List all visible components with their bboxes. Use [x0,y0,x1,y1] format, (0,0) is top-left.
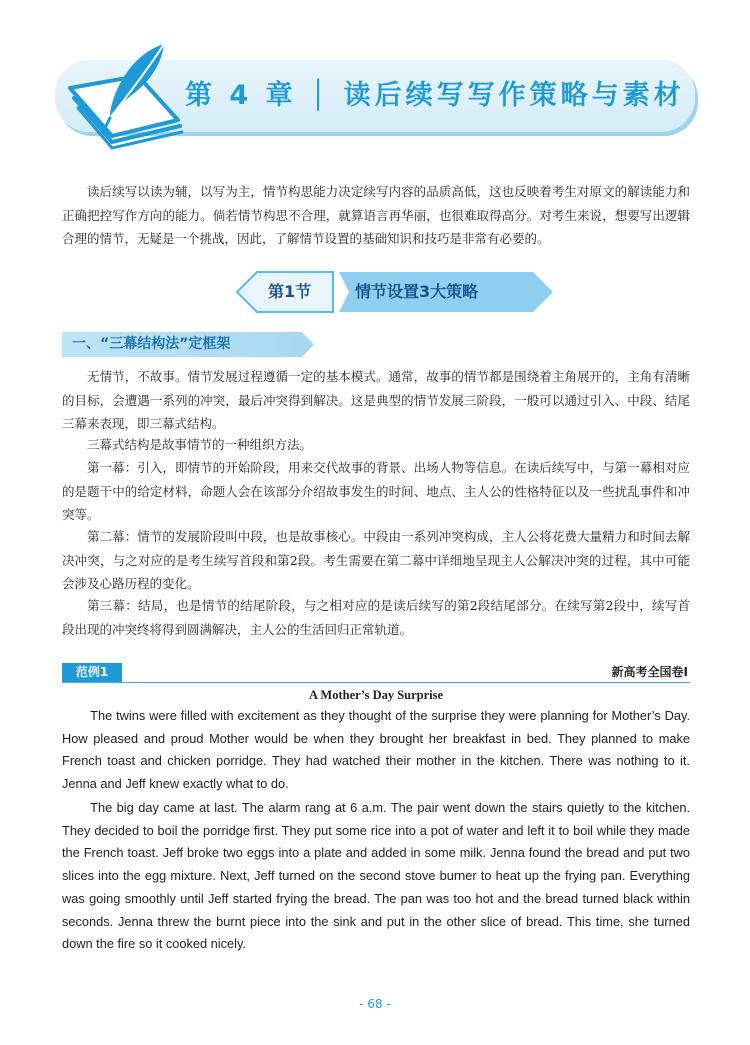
subheading-arrow-icon [294,332,316,357]
essay-paragraph-2: The big day came at last. The alarm rang at 6 a.m. The pair went down the stairs quietly to the kitchen. They decided to boil the porridge first. They put some rice into a pot of water and left it to boil while they made the French toast. Jeff broke two eggs into a plate and added in some milk. Jenna found the bread and put two slices into the egg mixture. Next, Jeff turned on the second stove burner to heat up the frying pan. Everything was going smoothly until Jeff started frying the bread. The pan was too hot and the bread turned black within seconds. Jenna threw the burnt piece into the sink and put in the other slice of bread. This time, she turned down the fire so it cooked nicely. [62,800,690,952]
intro-paragraph: 读后续写以读为辅，以写为主，情节构思能力决定续写内容的品质高低，这也反映着考生对原文的解读能力和正确把控写作方向的能力。倘若情节构思不合理，就算语言再华丽，也很难取得高分。对考生来说，想要写出逻辑合理的情节，无疑是一个挑战，因此，了解情节设置的基础知识和技巧是非常有必要的。 [62,184,690,246]
example-source: 新高考全国卷Ⅰ [611,665,688,679]
page-number: - 68 - [359,997,391,1011]
chapter-title: 第 4 章 │ 读后续写写作策略与素材 [185,80,685,111]
section-title: 情节设置3大策略 [355,282,479,301]
subheading-text: 一、“三幕结构法”定框架 [72,336,231,352]
body-paragraph-1: 无情节，不故事。情节发展过程遵循一定的基本模式。通常，故事的情节都是围绕着主角展开的，主角有清晰的目标，会遭遇一系列的冲突，最后冲突得到解决。这是典型的情节发展三阶段，一般可以通过引入、中段、结尾三幕来表现，即三幕式结构。 [62,369,690,431]
body-paragraph-4: 第二幕：情节的发展阶段叫中段，也是故事核心。中段由一系列冲突构成，主人公将花费大量精力和时间去解决冲突，与之对应的是考生续写首段和第2段。考生需要在第二幕中详细地呈现主人公解决冲突的过程，其中可能会涉及心路历程的变化。 [62,529,690,591]
essay-title: A Mother’s Day Surprise [308,688,444,702]
example-label: 范例1 [62,663,122,682]
section-number: 第1节 [268,282,312,301]
essay-paragraph-1: The twins were filled with excitement as they thought of the surprise they were planning for Mother’s Day. How pleased and proud Mother would be when they brought her breakfast in bed. They planned to make French toast and chicken porridge. They had watched their mother in the kitchen. There was nothing to it. Jenna and Jeff knew exactly what to do. [62,708,690,792]
example-bar [62,663,690,683]
quill-book-icon [60,40,190,150]
body-paragraph-3: 第一幕：引入，即情节的开始阶段，用来交代故事的背景、出场人物等信息。在读后续写中，与第一幕相对应的是题干中的给定材料，命题人会在该部分介绍故事发生的时间、地点、主人公的性格特征以及一些扰乱事件和冲突等。 [62,460,690,522]
body-paragraph-5: 第三幕：结局，也是情节的结尾阶段，与之相对应的是读后续写的第2段结尾部分。在续写第2段中，续写首段出现的冲突终将得到圆满解决，主人公的生活回归正常轨道。 [62,598,690,637]
body-paragraph-2: 三幕式结构是故事情节的一种组织方法。 [87,437,313,452]
